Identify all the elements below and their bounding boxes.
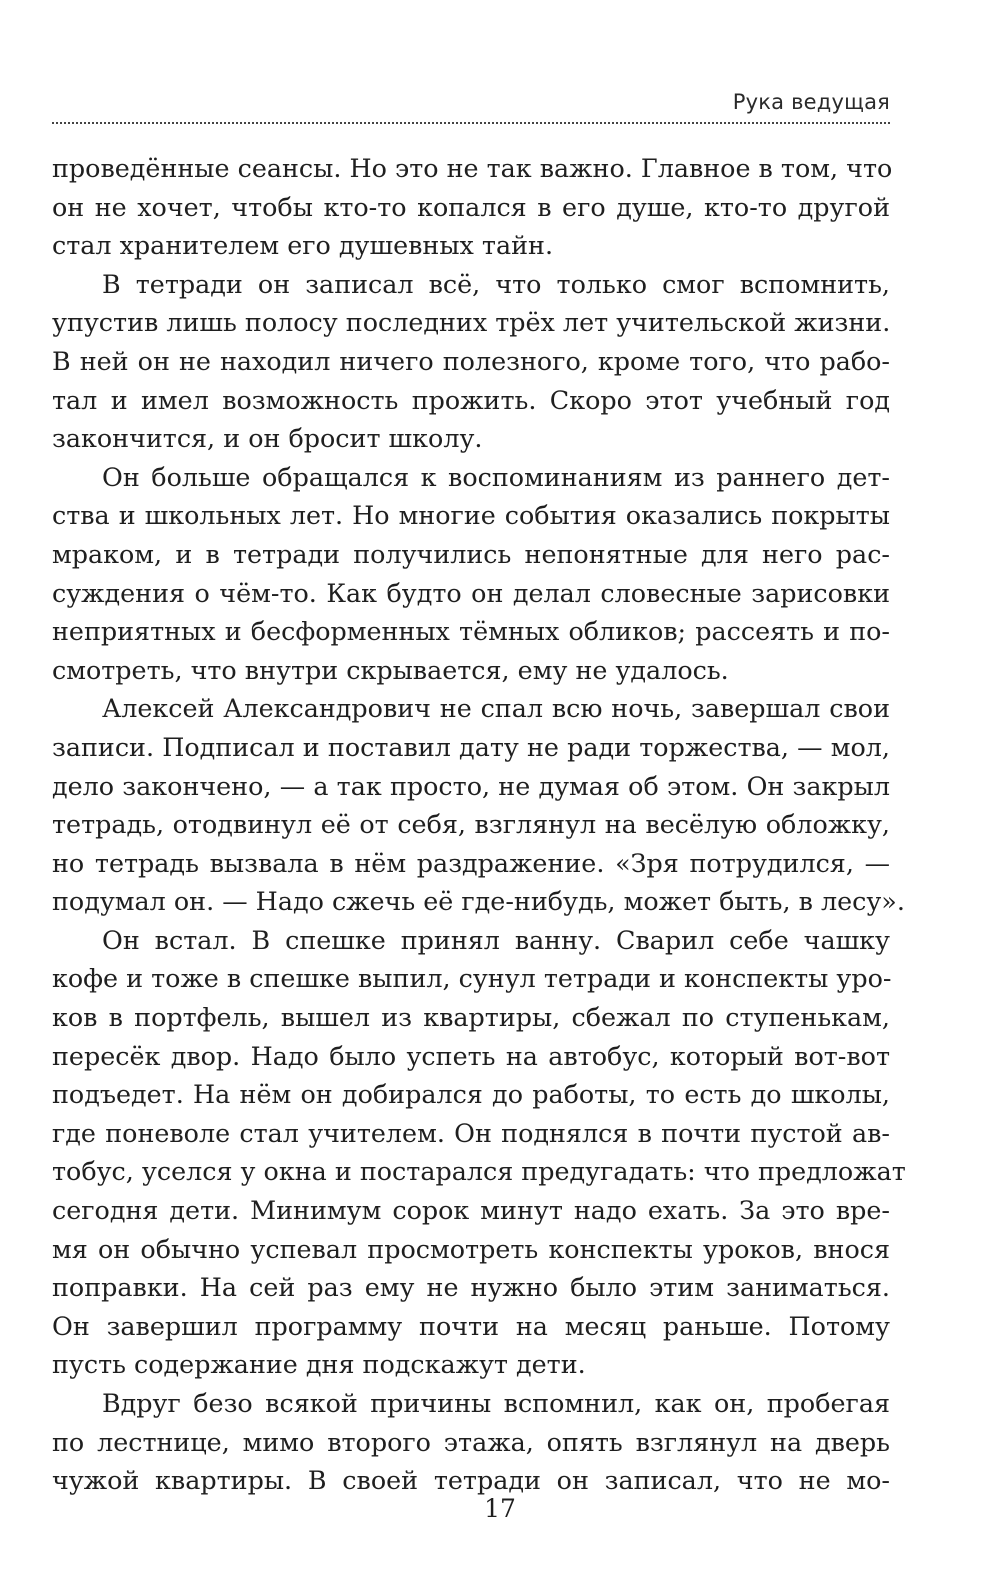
paragraph	[52, 689, 905, 921]
text-line: он не хочет, чтобы кто-то копался в его душе, кто-то другой	[52, 191, 890, 222]
paragraph	[52, 458, 890, 690]
text-line: неприятных и бесформенных тёмных обликов; рассеять и по-	[52, 616, 890, 647]
text-line: где поневоле стал учителем. Он поднялся в почти пустой ав-	[52, 1117, 890, 1148]
text-line: Алексей Александрович не спал всю ночь, завершал свои	[102, 693, 890, 724]
text-line: В тетради он записал всё, что только смог вспомнить,	[102, 268, 890, 299]
text-line: пусть содержание дня подскажут дети.	[52, 1349, 586, 1380]
page-number: 17	[484, 1494, 516, 1523]
text-line: пересёк двор. Надо было успеть на автобус, который вот-вот	[52, 1040, 890, 1071]
text-line: поправки. На сей раз ему не нужно было этим заниматься.	[52, 1272, 890, 1303]
text-line: подъедет. На нём он добирался до работы, то есть до школы,	[52, 1079, 890, 1110]
text-line: ков в портфель, вышел из квартиры, сбежал по ступенькам,	[52, 1002, 890, 1033]
text-line: упустив лишь полосу последних трёх лет учительской жизни.	[52, 307, 891, 338]
text-line: тетрадь, отодвинул её от себя, взглянул на весёлую обложку,	[52, 809, 890, 840]
paragraph	[52, 921, 906, 1384]
text-line: тал и имел возможность прожить. Скоро этот учебный год	[52, 384, 890, 415]
text-line: записи. Подписал и поставил дату не ради торжества, — мол,	[52, 731, 890, 762]
text-line: тобус, уселся у окна и постарался предугадать: что предложат	[52, 1156, 906, 1187]
text-line: суждения о чём-то. Как будто он делал словесные зарисовки	[52, 577, 890, 608]
text-line: по лестнице, мимо второго этажа, опять взглянул на дверь	[52, 1426, 890, 1457]
text-line: сегодня дети. Минимум сорок минут надо ехать. За это вре-	[52, 1195, 890, 1226]
body-text	[52, 149, 906, 1500]
text-line: подумал он. — Надо сжечь её где-нибудь, может быть, в лесу».	[52, 886, 905, 917]
paragraph	[52, 265, 890, 458]
text-line: но тетрадь вызвала в нём раздражение. «Зря потрудился, —	[52, 847, 890, 878]
paragraph	[52, 1384, 890, 1500]
text-line: чужой квартиры. В своей тетради он записал, что не мо-	[52, 1465, 890, 1496]
text-line: проведённые сеансы. Но это не так важно. Главное в том, что	[52, 153, 893, 183]
text-line: В ней он не находил ничего полезного, кроме того, что рабо-	[52, 345, 890, 376]
text-line: мраком, и в тетради получились непонятные для него рас-	[52, 538, 890, 569]
text-line: стал хранителем его душевных тайн.	[52, 230, 554, 261]
header-rule	[52, 122, 890, 124]
text-line: Он больше обращался к воспоминаниям из раннего дет-	[102, 461, 890, 492]
text-line: Вдруг безо всякой причины вспомнил, как он, пробегая	[102, 1388, 890, 1418]
text-line: дело закончено, — а так просто, не думая об этом. Он закрыл	[52, 770, 890, 801]
text-line: закончится, и он бросит школу.	[52, 423, 483, 454]
text-line: ства и школьных лет. Но многие события оказались покрыты	[52, 500, 890, 531]
text-line: кофе и тоже в спешке выпил, сунул тетради и конспекты уро-	[52, 963, 892, 994]
paragraph	[52, 149, 893, 265]
text-line: мя он обычно успевал просмотреть конспекты уроков, внося	[52, 1233, 890, 1264]
text-line: Он завершил программу почти на месяц раньше. Потому	[52, 1310, 890, 1341]
text-line: Он встал. В спешке принял ванну. Сварил себе чашку	[102, 924, 890, 955]
text-line: смотреть, что внутри скрывается, ему не удалось.	[52, 654, 729, 685]
running-head: Рука ведущая	[732, 90, 890, 114]
